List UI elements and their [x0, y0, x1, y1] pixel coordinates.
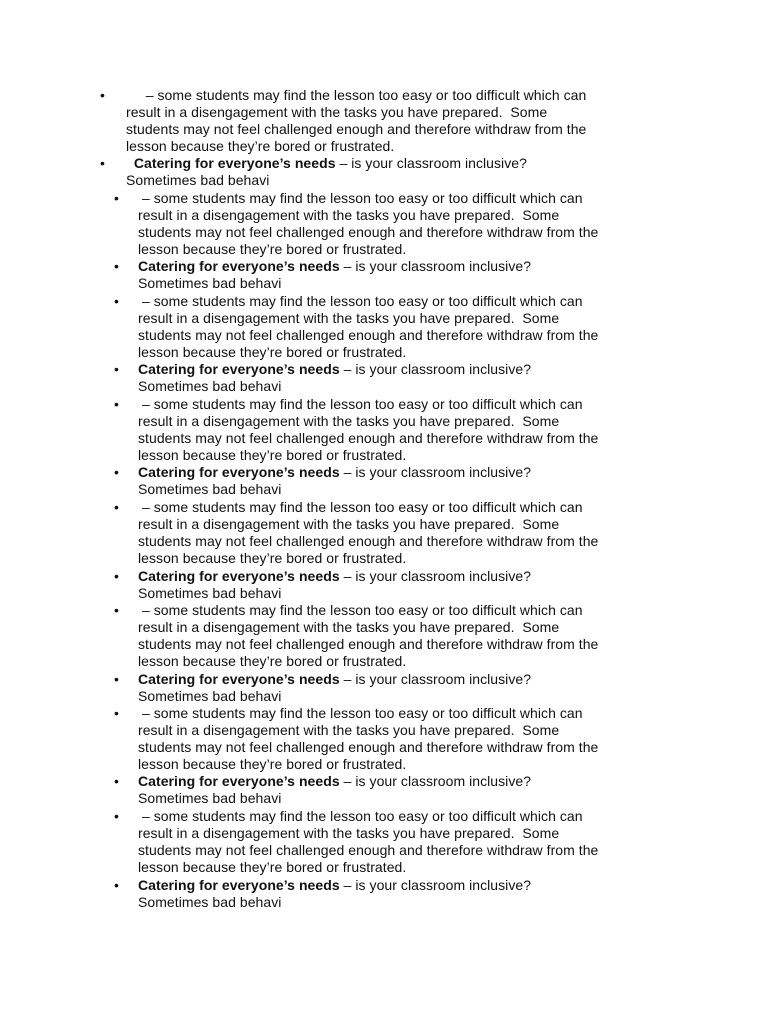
list-item-heading: Catering for everyone’s needs — [138, 464, 340, 480]
list-item-line: – is your classroom inclusive? — [339, 568, 532, 584]
list-item-line: result in a disengagement with the tasks you have prepared. Some — [138, 722, 560, 738]
list-item — [138, 568, 531, 602]
list-item-line: lesson because they’re bored or frustrated. — [138, 447, 407, 463]
list-bullet: • — [114, 602, 119, 618]
list-bullet: • — [114, 773, 119, 789]
list-item-heading: Catering for everyone’s needs — [138, 671, 340, 687]
list-item-line: result in a disengagement with the tasks you have prepared. Some — [138, 310, 560, 326]
list-item-line: – some students may find the lesson too easy or too difficult which can — [138, 602, 583, 618]
list-item-line: – is your classroom inclusive? — [339, 464, 532, 480]
list-item-line: – is your classroom inclusive? — [339, 258, 532, 274]
list-bullet: • — [114, 190, 119, 206]
list-item — [138, 396, 598, 464]
list-item — [138, 773, 531, 807]
list-item-line: result in a disengagement with the tasks you have prepared. Some — [138, 516, 560, 532]
list-bullet: • — [114, 464, 119, 480]
list-item-line: – is your classroom inclusive? — [335, 155, 527, 171]
list-item-line: Sometimes bad behavi — [138, 275, 282, 291]
list-item-line: – is your classroom inclusive? — [339, 671, 532, 687]
list-item-line: Sometimes bad behavi — [138, 894, 282, 910]
list-bullet: • — [114, 877, 119, 893]
list-item-heading: Catering for everyone’s needs — [126, 155, 336, 171]
list-item — [138, 602, 598, 670]
list-bullet: • — [114, 258, 119, 274]
list-item — [138, 671, 531, 705]
list-item-line: Sometimes bad behavi — [138, 585, 282, 601]
list-item-line: result in a disengagement with the tasks you have prepared. Some — [138, 619, 560, 635]
list-item — [138, 808, 598, 876]
list-item-line: – is your classroom inclusive? — [339, 361, 532, 377]
list-item-line: result in a disengagement with the tasks you have prepared. Some — [138, 825, 560, 841]
list-item-line: Sometimes bad behavi — [138, 481, 282, 497]
list-bullet: • — [114, 568, 119, 584]
list-item-line: lesson because they’re bored or frustrated. — [138, 653, 407, 669]
list-item-line: students may not feel challenged enough and therefore withdraw from the — [138, 739, 599, 755]
list-item-line: Sometimes bad behavi — [138, 790, 282, 806]
list-item — [138, 361, 531, 395]
list-item-line: result in a disengagement with the tasks you have prepared. Some — [126, 104, 548, 120]
list-item-line: students may not feel challenged enough and therefore withdraw from the — [138, 224, 599, 240]
list-item-line: – some students may find the lesson too easy or too difficult which can — [138, 808, 583, 824]
list-item — [126, 87, 586, 155]
list-item-line: – some students may find the lesson too easy or too difficult which can — [138, 190, 583, 206]
list-item-line: students may not feel challenged enough and therefore withdraw from the — [126, 121, 587, 137]
list-item-line: lesson because they’re bored or frustrated. — [138, 241, 407, 257]
list-item-heading: Catering for everyone’s needs — [138, 568, 340, 584]
list-item-heading: Catering for everyone’s needs — [138, 773, 340, 789]
list-item-line: – some students may find the lesson too easy or too difficult which can — [126, 87, 587, 103]
list-item-line: – is your classroom inclusive? — [339, 773, 532, 789]
list-item-line: lesson because they’re bored or frustrated. — [138, 756, 407, 772]
list-item-line: – some students may find the lesson too easy or too difficult which can — [138, 705, 583, 721]
list-item — [138, 705, 598, 773]
list-item-line: Sometimes bad behavi — [138, 688, 282, 704]
list-item-line: – is your classroom inclusive? — [339, 877, 532, 893]
list-item-line: students may not feel challenged enough and therefore withdraw from the — [138, 430, 599, 446]
list-item-heading: Catering for everyone’s needs — [138, 361, 340, 377]
list-item-heading: Catering for everyone’s needs — [138, 258, 340, 274]
list-item-line: – some students may find the lesson too easy or too difficult which can — [138, 396, 583, 412]
list-bullet: • — [114, 499, 119, 515]
list-item-line: Sometimes bad behavi — [126, 172, 270, 188]
list-item — [138, 877, 531, 911]
list-item-line: Sometimes bad behavi — [138, 378, 282, 394]
list-item-line: lesson because they’re bored or frustrated. — [138, 859, 407, 875]
list-item — [138, 258, 531, 292]
list-item-line: lesson because they’re bored or frustrated. — [138, 344, 407, 360]
list-bullet: • — [114, 293, 119, 309]
list-item-line: students may not feel challenged enough and therefore withdraw from the — [138, 327, 599, 343]
list-item-line: students may not feel challenged enough and therefore withdraw from the — [138, 636, 599, 652]
list-item-line: students may not feel challenged enough and therefore withdraw from the — [138, 842, 599, 858]
list-bullet: • — [114, 705, 119, 721]
list-item — [138, 190, 598, 258]
list-bullet: • — [114, 671, 119, 687]
list-item — [138, 464, 531, 498]
list-item-line: – some students may find the lesson too easy or too difficult which can — [138, 293, 583, 309]
list-item-line: result in a disengagement with the tasks you have prepared. Some — [138, 207, 560, 223]
list-item-line: lesson because they’re bored or frustrated. — [126, 138, 395, 154]
list-bullet: • — [114, 396, 119, 412]
list-item-line: result in a disengagement with the tasks you have prepared. Some — [138, 413, 560, 429]
list-item-heading: Catering for everyone’s needs — [138, 877, 340, 893]
list-bullet: • — [100, 87, 105, 103]
list-item-line: students may not feel challenged enough and therefore withdraw from the — [138, 533, 599, 549]
list-item — [126, 155, 527, 189]
list-item — [138, 293, 598, 361]
list-item-line: lesson because they’re bored or frustrated. — [138, 550, 407, 566]
list-bullet: • — [114, 361, 119, 377]
list-item — [138, 499, 598, 567]
list-item-line: – some students may find the lesson too easy or too difficult which can — [138, 499, 583, 515]
list-bullet: • — [100, 155, 105, 171]
list-bullet: • — [114, 808, 119, 824]
